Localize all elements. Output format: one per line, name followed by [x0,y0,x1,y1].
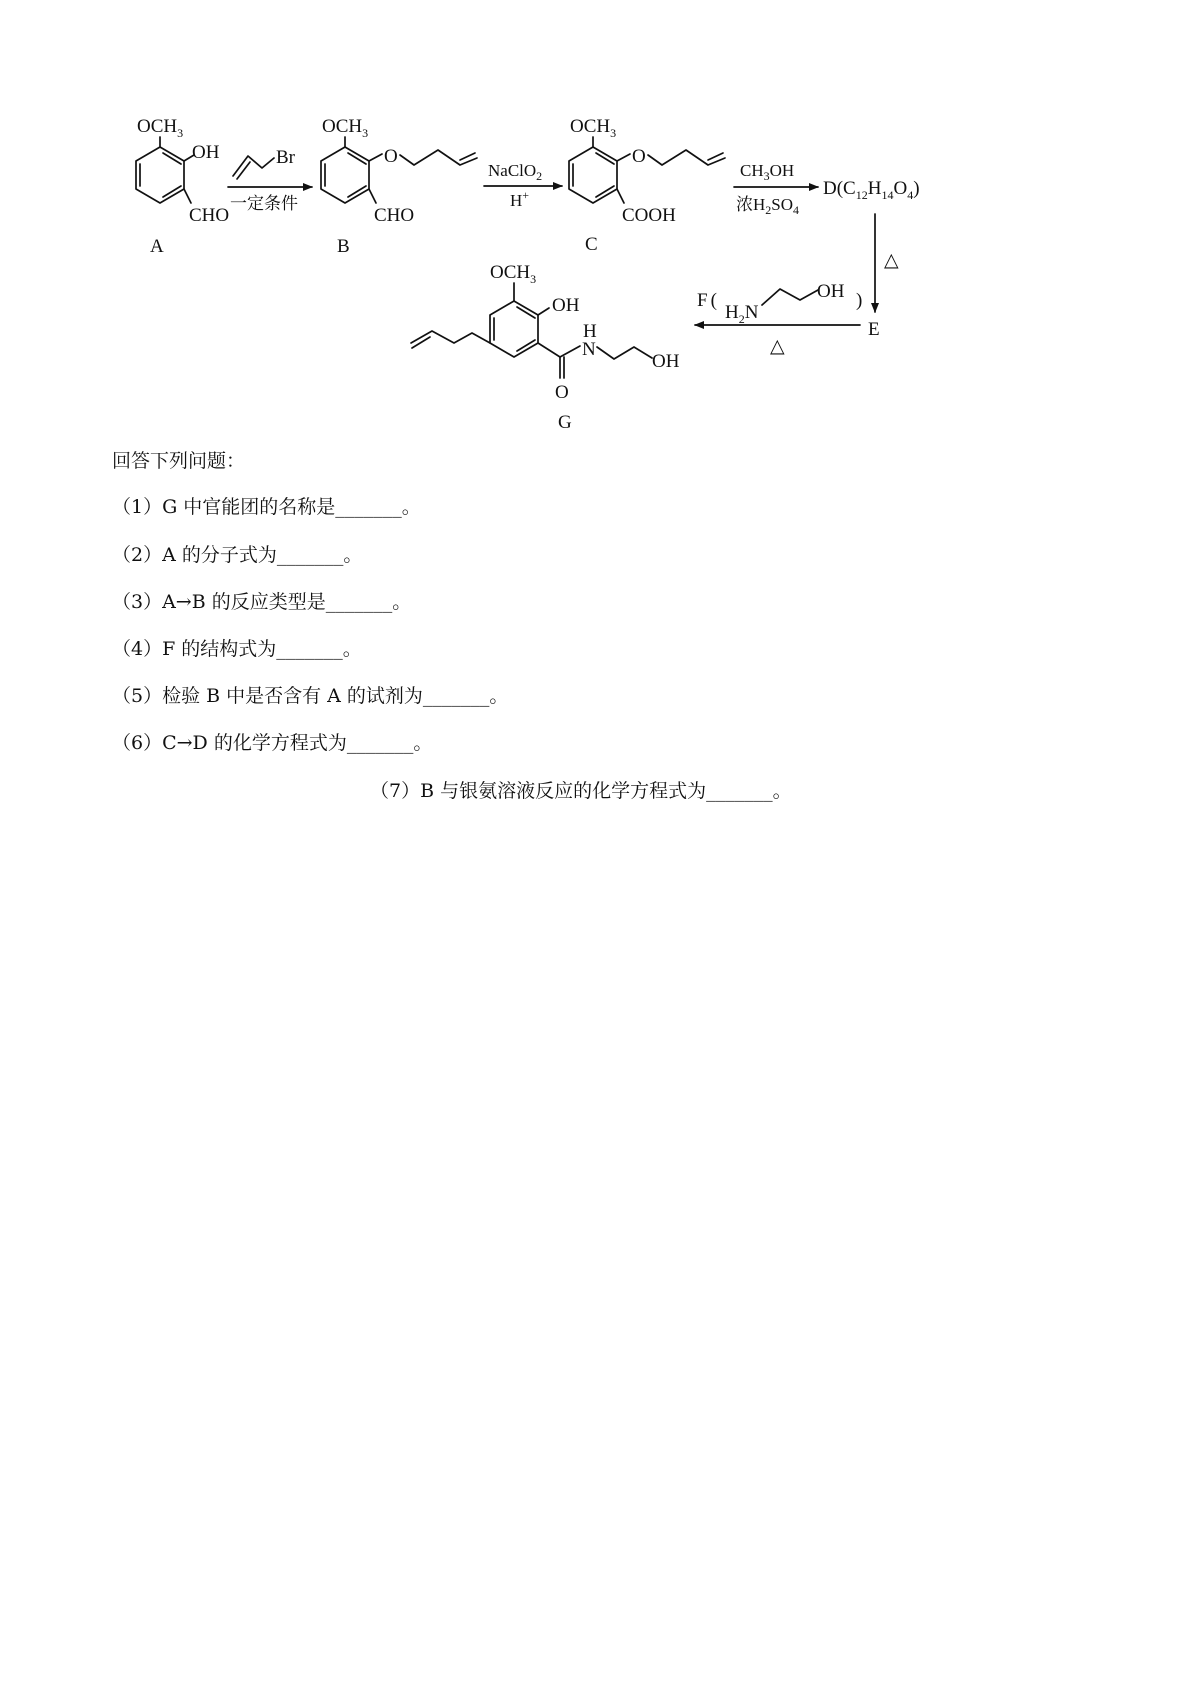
step2-reagent-label: NaClO$_2$ [488,161,543,183]
question-5: （5）检验 B 中是否含有 A 的试剂为_______。 [112,685,509,707]
compound-a [136,116,229,257]
step3-catalyst-label: 浓$H_2SO_4$ [736,195,800,217]
compound-b [321,116,477,257]
question-7: （7）B 与银氨溶液反应的化学方程式为_______。 [370,780,792,802]
question-6: （6）C→D 的化学方程式为_______。 [112,732,433,754]
step-b-to-c [484,161,562,210]
heat-symbol-2: △ [770,336,785,357]
reagent-f-label: F ( [697,290,717,311]
f-hydroxy-label: OH [817,281,845,302]
step3-reagent-label: $CH_3OH$ [740,161,795,183]
a-methoxy-label: $OCH_3$ [137,116,184,140]
c-ether-oxygen-label: O [632,146,646,167]
compound-b-label: B [337,236,350,257]
compound-d-formula: $D(C_{12}H_{14}O_4)$ [823,178,920,202]
heat-symbol-1: △ [884,250,899,271]
reaction-scheme [0,0,1200,445]
g-methoxy-label: $OCH_3$ [490,262,537,286]
b-ether-oxygen-label: O [384,146,398,167]
g-amide-n-label: N [582,339,596,360]
question-3: （3）A→B 的反应类型是_______。 [112,591,412,613]
compound-c [569,116,725,255]
allyl-bromide-label: Br [276,147,295,168]
step1-condition-label: 一定条件 [230,194,298,213]
step2-acid-label: H+ [510,188,530,210]
compound-g [411,262,680,433]
f-amine-label: $H_2N$ [725,302,759,326]
g-phenol-label: OH [552,295,580,316]
a-hydroxy-label: OH [192,142,220,163]
compound-a-label: A [150,236,164,257]
step-d-to-e [875,214,899,312]
step-c-to-d [734,161,818,217]
compound-c-label: C [585,234,598,255]
step-a-to-b [228,147,312,213]
c-carboxyl-label: COOH [622,205,676,226]
compound-e-label: E [868,319,880,340]
c-methoxy-label: $OCH_3$ [570,116,617,140]
a-aldehyde-label: CHO [189,205,230,226]
b-methoxy-label: $OCH_3$ [322,116,369,140]
compound-g-label: G [558,412,572,433]
g-alcohol-label: OH [652,351,680,372]
question-2: （2）A 的分子式为_______。 [112,544,363,566]
question-1: （1）G 中官能团的名称是_______。 [112,496,421,518]
b-aldehyde-label: CHO [374,205,415,226]
f-close-paren: ) [856,290,863,311]
question-4: （4）F 的结构式为_______。 [112,638,362,660]
g-amide-h-label: H [583,321,597,342]
questions-intro: 回答下列问题： [112,450,246,472]
g-carbonyl-label: O [555,382,569,403]
step-e-to-g [695,281,862,357]
